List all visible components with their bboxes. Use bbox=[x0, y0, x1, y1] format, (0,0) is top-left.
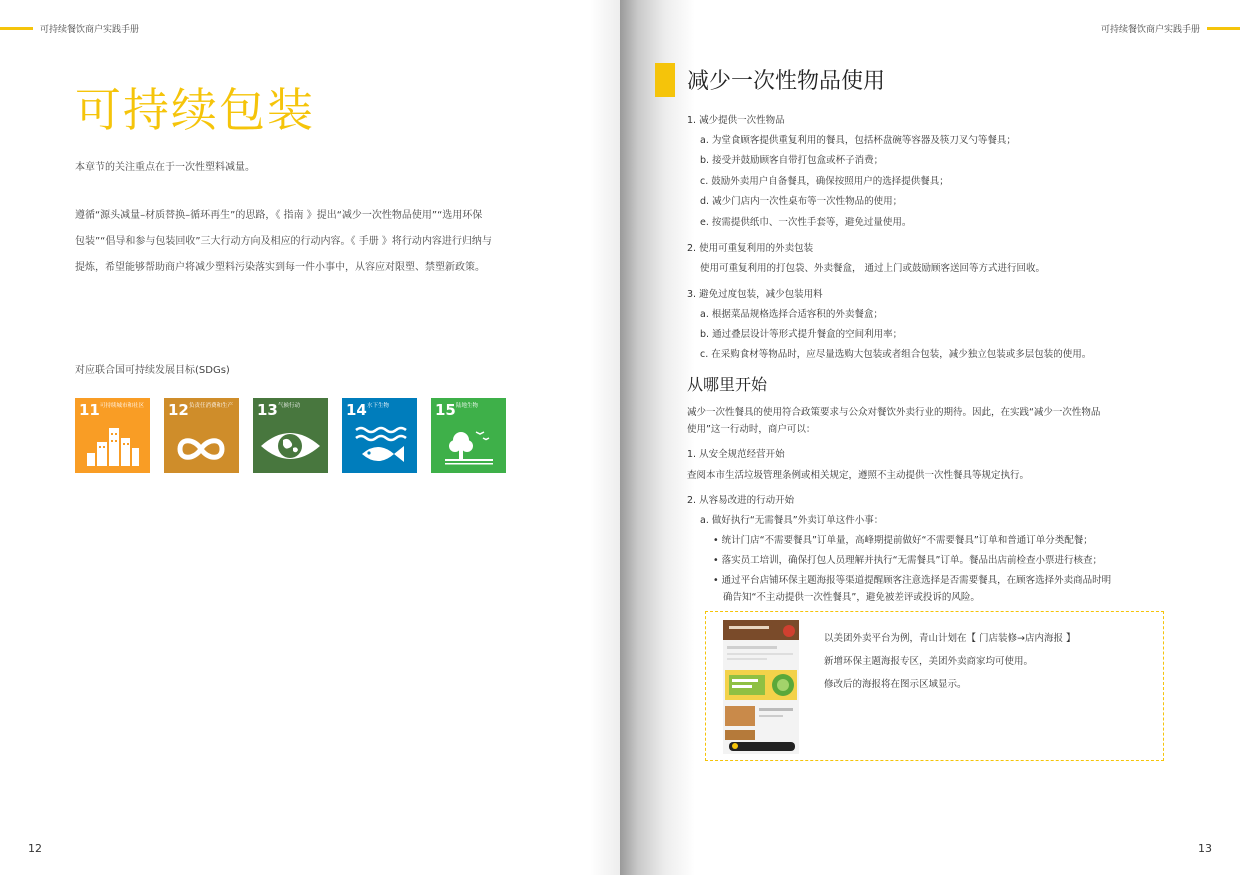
example-callout-box bbox=[705, 611, 1164, 761]
section-title: 减少一次性物品使用 bbox=[687, 69, 886, 94]
list-item: c. 在采购食材等物品时，应尽量选购大包装或者组合包装，减少独立包装或多层包装的使用。 bbox=[700, 349, 1092, 360]
callout-text-line: 修改后的海报将在图示区域显示。 bbox=[824, 679, 967, 690]
section-accent-bar bbox=[655, 63, 675, 97]
list-heading: 1. 从安全规范经营开始 bbox=[687, 449, 785, 460]
list-heading: 1. 减少提供一次性物品 bbox=[687, 115, 785, 126]
page-number: 12 bbox=[28, 842, 42, 855]
sdg-label: 可持续城市和社区 bbox=[100, 403, 145, 409]
fish-icon bbox=[342, 398, 417, 473]
paragraph-line: 包装”“倡导和参与包装回收”三大行动方向及相应的行动内容。《 手册 》将行动内容进行归纳与 bbox=[75, 236, 492, 247]
list-item: b. 接受并鼓励顾客自带打包盒或杯子消费； bbox=[700, 155, 884, 166]
page-number: 13 bbox=[1198, 842, 1212, 855]
paragraph-line: 提炼，希望能够帮助商户将减少塑料污染落实到每一件小事中，从容应对限塑、禁塑新政策。 bbox=[75, 262, 485, 273]
sdg-number: 12 bbox=[168, 401, 189, 419]
sdg-label: 气候行动 bbox=[278, 403, 301, 409]
bullet-item: • 统计门店“不需要餐具”订单量，高峰期提前做好“不需要餐具”订单和普通订单分类配餐； bbox=[713, 535, 1093, 546]
sdg-13-tile bbox=[253, 398, 328, 473]
sdg-number: 15 bbox=[435, 401, 456, 419]
sdg-15-tile bbox=[431, 398, 506, 473]
sdg-number: 11 bbox=[79, 401, 100, 419]
list-item: c. 鼓励外卖用户自备餐具，确保按照用户的选择提供餐具； bbox=[700, 176, 949, 187]
running-header: 可持续餐饮商户实践手册 bbox=[1100, 25, 1200, 35]
bullet-item: • 通过平台店铺环保主题海报等渠道提醒顾客注意选择是否需要餐具，在顾客选择外卖商品时明 bbox=[713, 575, 1112, 586]
list-text: 使用可重复利用的打包袋、外卖餐盒， 通过上门或鼓励顾客送回等方式进行回收。 bbox=[700, 263, 1046, 274]
sdg-label: 水下生物 bbox=[367, 403, 390, 409]
poster-preview-image bbox=[723, 620, 799, 754]
infinity-icon bbox=[164, 398, 239, 473]
tree-icon bbox=[431, 398, 506, 473]
list-heading: 3. 避免过度包装，减少包装用料 bbox=[687, 289, 823, 300]
bullet-item-continued: 确告知“不主动提供一次性餐具”，避免被差评或投诉的风险。 bbox=[723, 592, 980, 603]
sdg-number: 13 bbox=[257, 401, 278, 419]
list-item: a. 根据菜品规格选择合适容积的外卖餐盒； bbox=[700, 309, 883, 320]
sdg-heading: 对应联合国可持续发展目标(SDGs) bbox=[75, 365, 230, 376]
body-paragraph bbox=[75, 203, 555, 281]
chapter-title: 可持续包装 bbox=[75, 83, 315, 137]
city-icon bbox=[75, 398, 150, 473]
header-accent-bar bbox=[1207, 27, 1240, 30]
list-item: d. 减少门店内一次性桌布等一次性物品的使用； bbox=[700, 196, 903, 207]
subsection-title: 从哪里开始 bbox=[687, 375, 768, 394]
sdg-14-tile bbox=[342, 398, 417, 473]
list-heading: 2. 从容易改进的行动开始 bbox=[687, 495, 795, 506]
sdg-11-tile bbox=[75, 398, 150, 473]
sdg-12-tile bbox=[164, 398, 239, 473]
callout-text-line: 以美团外卖平台为例，青山计划在【 门店装修→店内海报 】 bbox=[824, 633, 1076, 644]
callout-text-line: 新增环保主题海报专区，美团外卖商家均可使用。 bbox=[824, 656, 1034, 667]
eye-globe-icon bbox=[253, 398, 328, 473]
sdg-label: 陆地生物 bbox=[456, 403, 479, 409]
bullet-item: • 落实员工培训，确保打包人员理解并执行“无需餐具”订单。餐品出店前检查小票进行核查； bbox=[713, 555, 1102, 566]
intro-text: 本章节的关注重点在于一次性塑料减量。 bbox=[75, 162, 255, 173]
paragraph-line: 减少一次性餐具的使用符合政策要求与公众对餐饮外卖行业的期待。因此，在实践“减少一次性物品 bbox=[687, 407, 1101, 418]
list-item: a. 做好执行“无需餐具”外卖订单这件小事： bbox=[700, 515, 884, 526]
list-item: b. 通过叠层设计等形式提升餐盒的空间利用率； bbox=[700, 329, 903, 340]
sdg-icon-row bbox=[75, 398, 506, 473]
app-screenshot-thumbnail bbox=[723, 620, 799, 754]
sdg-label: 负责任消费和生产 bbox=[189, 403, 234, 409]
list-item: e. 按需提供纸巾、一次性手套等，避免过量使用。 bbox=[700, 217, 912, 228]
running-header: 可持续餐饮商户实践手册 bbox=[40, 25, 140, 35]
sdg-number: 14 bbox=[346, 401, 367, 419]
paragraph-line: 遵循“源头减量–材质替换–循环再生”的思路，《 指南 》提出“减少一次性物品使用”“选用环保 bbox=[75, 210, 483, 221]
list-text: 查阅本市生活垃圾管理条例或相关规定，遵照不主动提供一次性餐具等规定执行。 bbox=[687, 470, 1030, 481]
list-item: a. 为堂食顾客提供重复利用的餐具，包括杯盘碗等容器及筷刀叉勺等餐具； bbox=[700, 135, 1016, 146]
list-heading: 2. 使用可重复利用的外卖包装 bbox=[687, 243, 814, 254]
right-page bbox=[620, 0, 1240, 875]
header-accent-bar bbox=[0, 27, 33, 30]
paragraph-line: 使用”这一行动时，商户可以： bbox=[687, 424, 816, 435]
